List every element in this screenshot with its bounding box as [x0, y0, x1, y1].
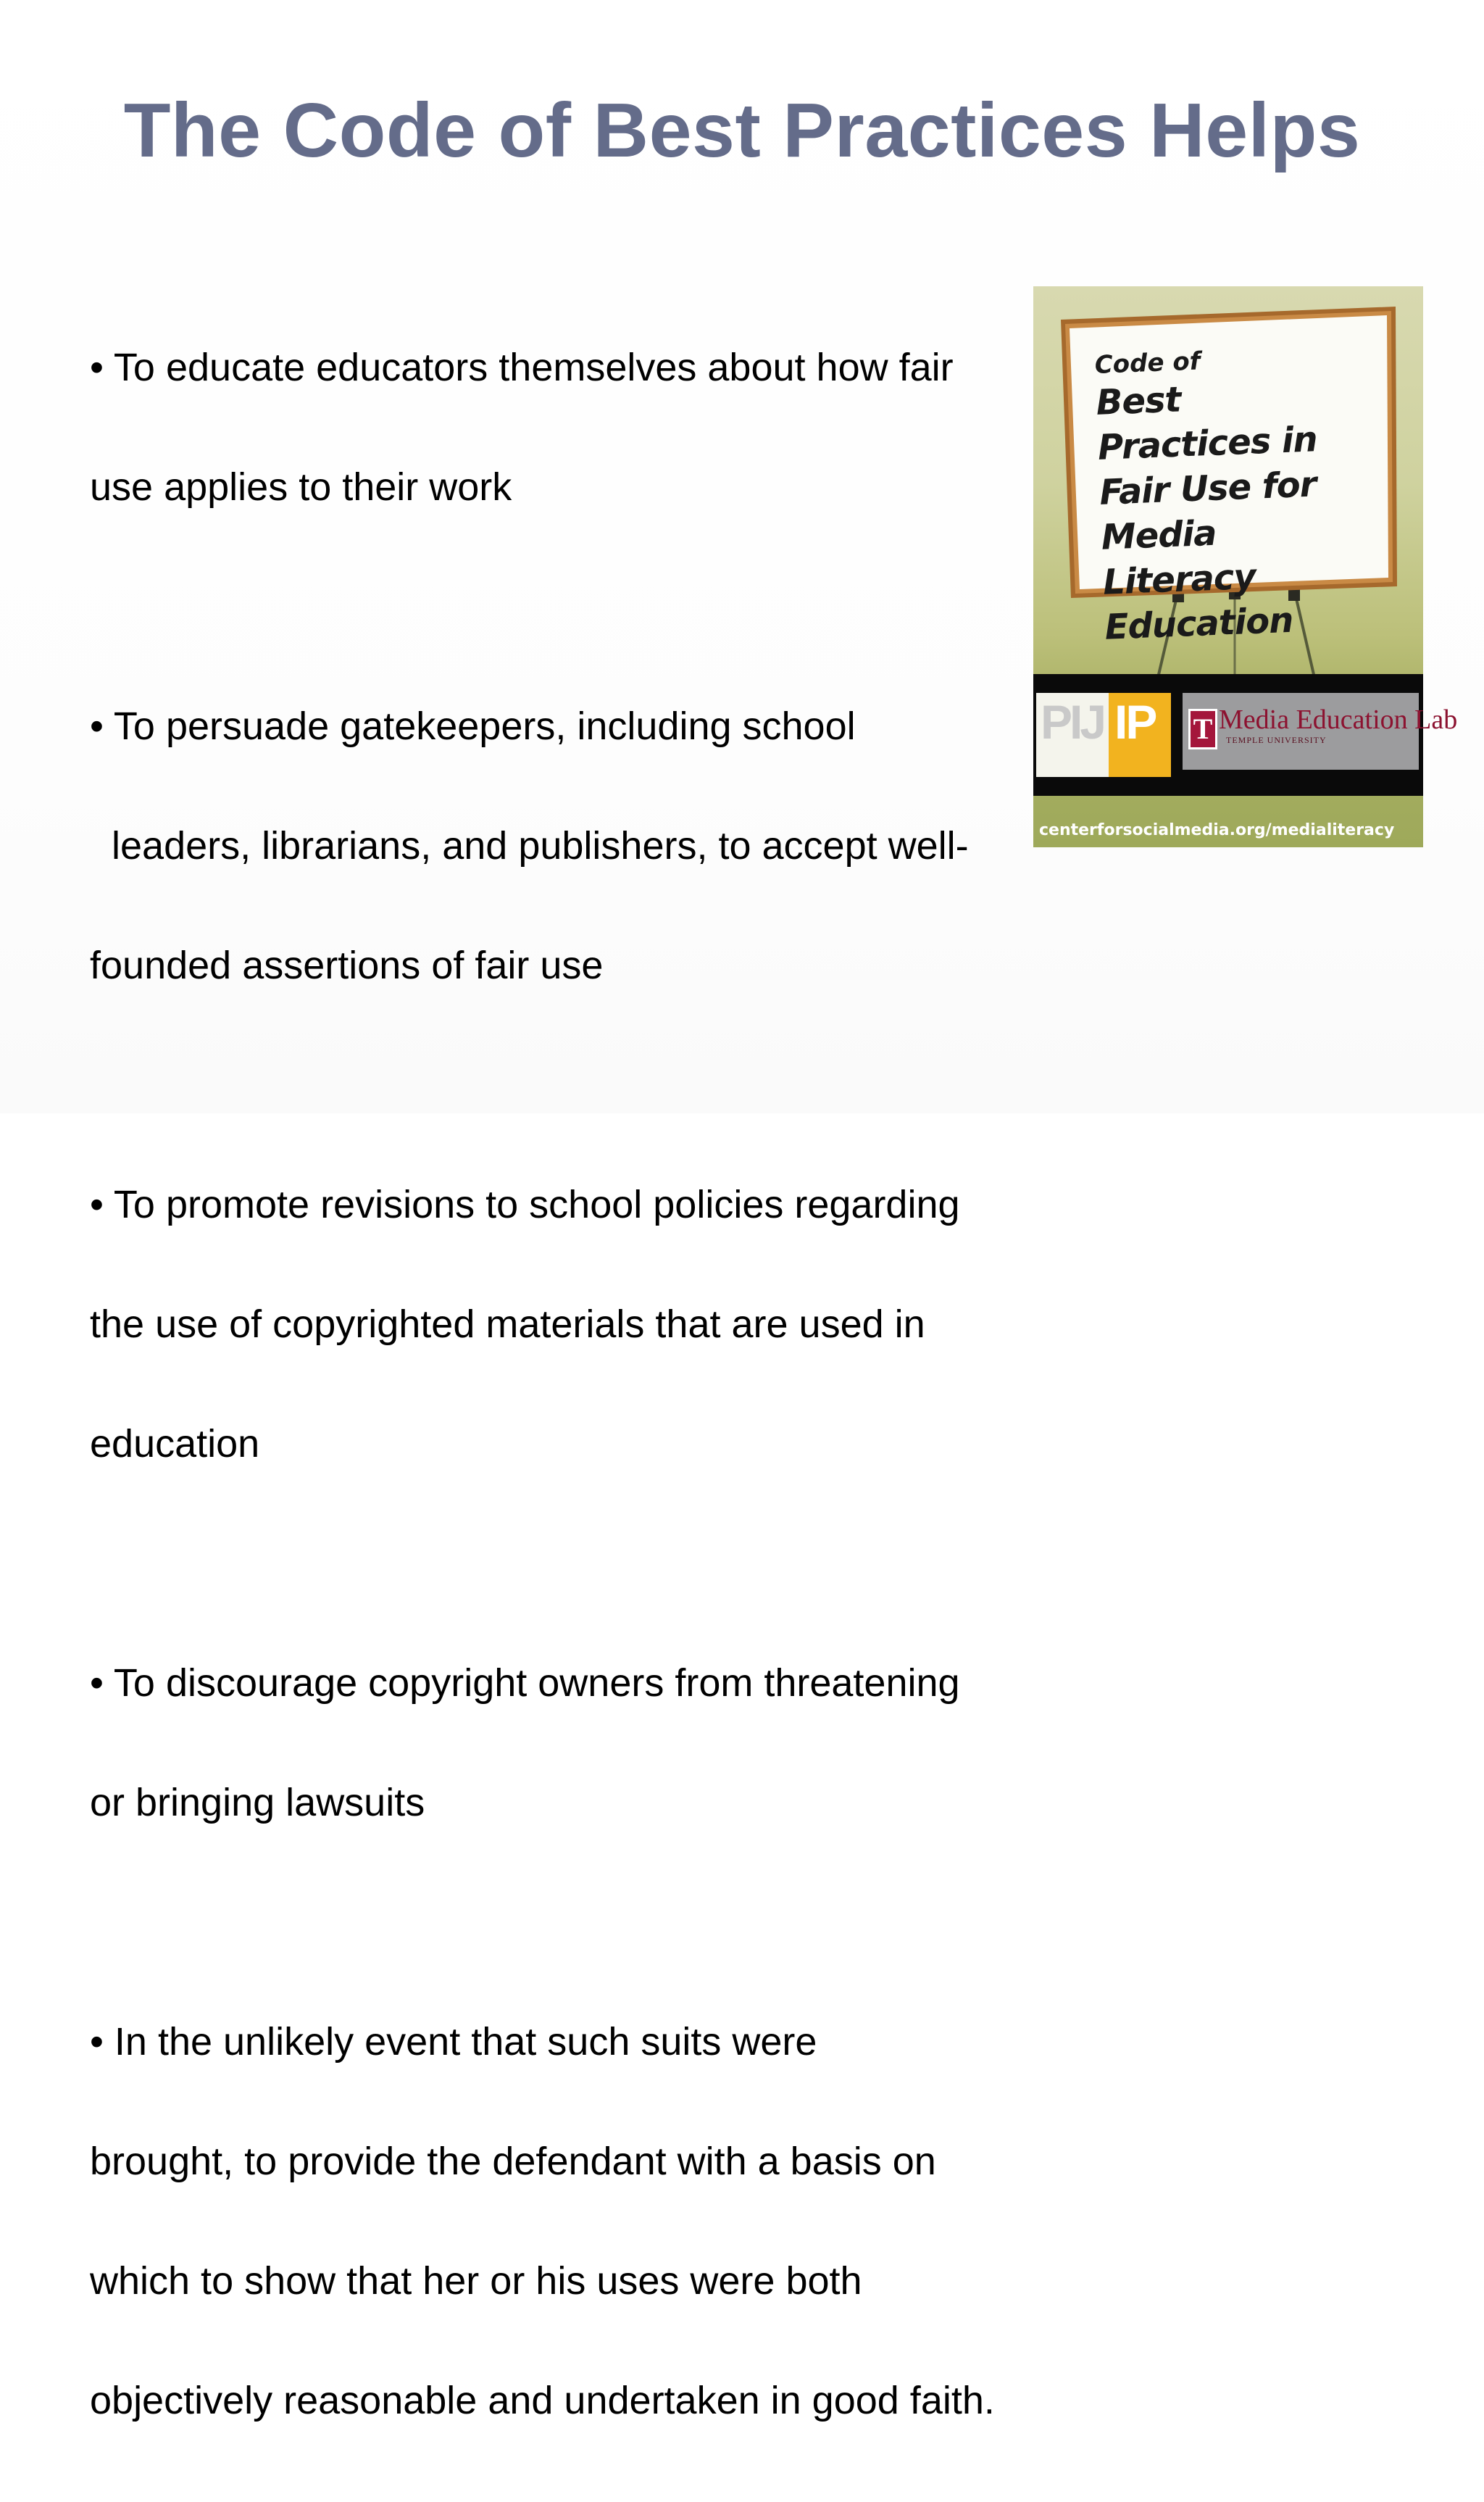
bullet-line: • In the unlikely event that such suits were [90, 2020, 817, 2063]
bullet-line: leaders, librarians, and publishers, to accept well- [90, 824, 969, 868]
board-line: Fair Use for [1099, 464, 1317, 513]
bullet-line: or bringing lawsuits [90, 1781, 425, 1824]
media-education-lab-logo [1183, 693, 1458, 770]
mel-subtitle: TEMPLE UNIVERSITY [1226, 735, 1327, 745]
bullet-item [90, 268, 1054, 587]
board-line: Media Literacy [1100, 512, 1256, 603]
bullet-line: founded assertions of fair use [90, 944, 604, 987]
bullet-item [90, 1584, 1054, 1903]
bullet-line: which to show that her or his uses were both [90, 2259, 862, 2303]
bullet-line: • To persuade gatekeepers, including school [90, 705, 856, 748]
board-text [1094, 340, 1367, 650]
bullet-line: use applies to their work [90, 465, 512, 509]
cover-url: centerforsocialmedia.org/medialiteracy [1039, 821, 1395, 839]
book-cover-image [1033, 286, 1458, 847]
pij-logo-text: PIJ [1041, 695, 1104, 749]
bullet-list [90, 268, 1054, 2501]
ip-logo-text: IP [1114, 695, 1156, 749]
bullet-line: • To discourage copyright owners from threatening [90, 1661, 960, 1705]
bullet-item [90, 1942, 1054, 2501]
temple-t-icon: T [1188, 709, 1217, 749]
bullet-line: the use of copyrighted materials that are used in [90, 1302, 925, 1346]
board-line: Education [1104, 599, 1294, 648]
bullet-item [90, 1105, 1054, 1544]
pij-logo [1036, 693, 1109, 777]
board-line: Best Practices in [1095, 379, 1318, 468]
board-small-text: Code of [1094, 346, 1201, 380]
bullet-line: objectively reasonable and undertaken in good faith. [90, 2379, 995, 2422]
bullet-line: • To promote revisions to school policies regarding [90, 1183, 960, 1226]
bullet-line: education [90, 1422, 260, 1466]
bullet-line: • To educate educators themselves about how fair [90, 346, 954, 389]
mel-name: Media Education Lab [1219, 705, 1458, 735]
bullet-line: brought, to provide the defendant with a basis on [90, 2140, 936, 2183]
ip-logo [1109, 693, 1171, 777]
bullet-item [90, 627, 1054, 1065]
slide-title: The Code of Best Practices Helps [123, 88, 1361, 173]
logo-band [1033, 674, 1458, 796]
